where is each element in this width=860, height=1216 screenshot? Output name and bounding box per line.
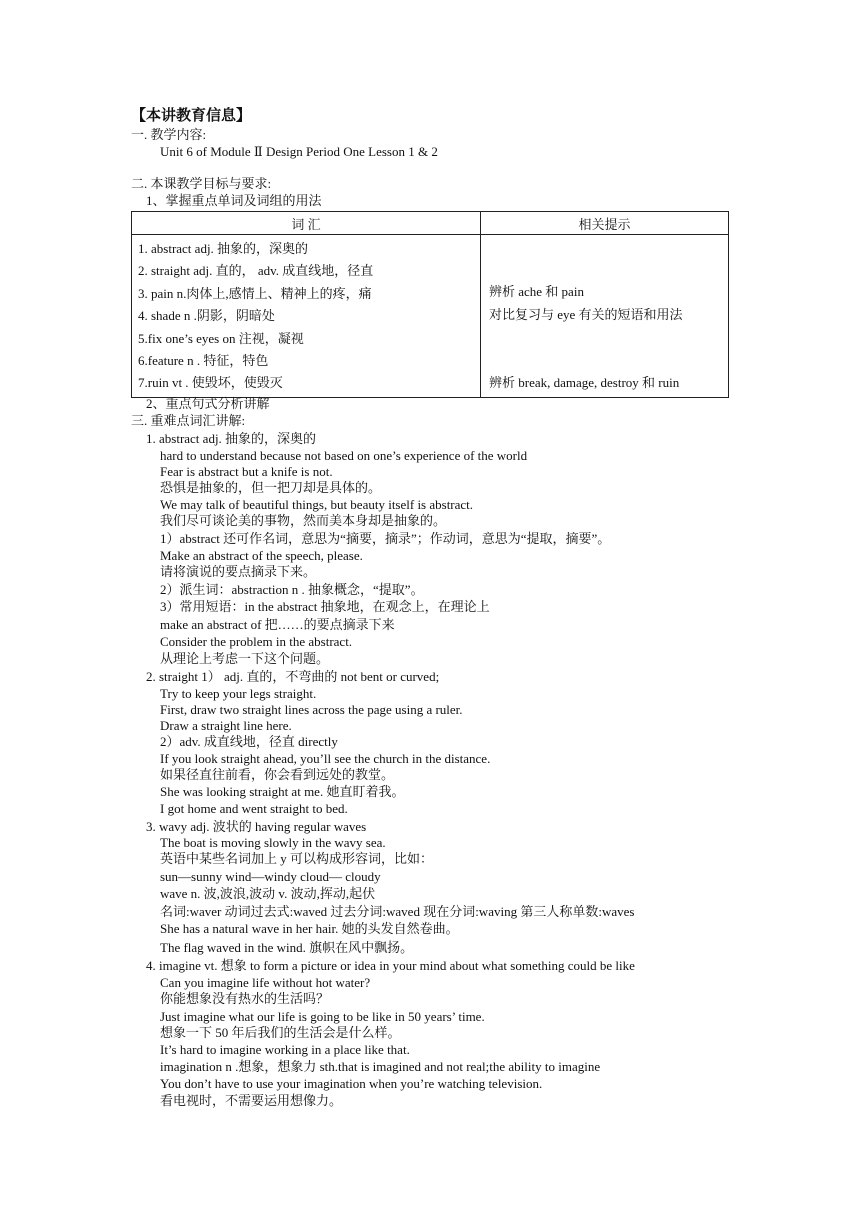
table-header-hints: 相关提示 [481,212,729,235]
content-line: 1. abstract adj. 抽象的，深奥的 [146,431,317,446]
content-line: 请将演说的要点摘录下来。 [160,564,317,579]
content-line: We may talk of beautiful things, but beauty itself is abstract. [160,497,474,512]
vocab-item: 7.ruin vt . 使毁坏，使毁灭 [138,375,283,391]
content-line: You don’t have to use your imagination when you’re watching television. [160,1076,543,1091]
vocab-item: 6.feature n . 特征，特色 [138,352,269,368]
content-line: She was looking straight at me. 她直盯着我。 [160,784,405,799]
content-line: 我们尽可谈论美的事物，然而美本身却是抽象的。 [160,513,447,528]
section2-item1: 1、掌握重点单词及词组的用法 [146,193,322,208]
content-line: The boat is moving slowly in the wavy sea. [160,835,386,850]
section3-heading: 三. 重难点词汇讲解: [131,413,246,428]
content-line: Make an abstract of the speech, please. [160,548,363,563]
table-header-row [132,212,729,235]
section1-heading: 一. 教学内容: [131,127,207,142]
vocab-item: 1. abstract adj. 抽象的，深奥的 [138,241,309,256]
content-line: 4. imagine vt. 想象 to form a picture or idea in your mind about what something could be like [146,958,635,973]
content-line: 3. wavy adj. 波状的 having regular waves [146,819,367,834]
content-line: 看电视时，不需要运用想像力。 [160,1093,343,1108]
content-line: make an abstract of 把……的要点摘录下来 [160,617,395,632]
section1-content: Unit 6 of Module Ⅱ Design Period One Lesson 1 & 2 [160,144,438,159]
content-line: Fear is abstract but a knife is not. [160,464,333,479]
vocab-item: 5.fix one’s eyes on 注视，凝视 [138,330,304,346]
content-line: 2）派生词：abstraction n . 抽象概念，“提取”。 [160,582,424,597]
content-line: 如果径直往前看，你会看到远处的教堂。 [160,767,395,782]
content-line: 想象一下 50 年后我们的生活会是什么样。 [160,1025,401,1040]
content-line: Consider the problem in the abstract. [160,634,353,649]
vocab-item: 4. shade n .阴影，阴暗处 [138,308,275,324]
content-line: Draw a straight line here. [160,718,292,733]
content-line: wave n. 波,波浪,波动 v. 波动,挥动,起伏 [160,886,376,901]
content-line: If you look straight ahead, you’ll see the church in the distance. [160,751,491,766]
page-title: 【本讲教育信息】 [131,108,252,124]
content-line: 恐惧是抽象的，但一把刀却是具体的。 [160,480,382,495]
content-line: 2）adv. 成直线地，径直 directly [160,734,338,749]
content-line: 从理论上考虑一下这个问题。 [160,651,330,666]
content-line: 你能想象没有热水的生活吗？ [160,991,330,1006]
content-line: First, draw two straight lines across the page using a ruler. [160,702,463,717]
table-header-vocab: 词 汇 [132,212,481,235]
hint-item: 辨析 break, damage, destroy 和 ruin [489,375,680,390]
content-line: 1）abstract 还可作名词，意思为“摘要，摘录”；作动词，意思为“提取，摘要”。 [160,531,611,546]
content-line: imagination n .想象，想象力 sth.that is imagined and not real;the ability to imagine [160,1059,601,1074]
content-line: Try to keep your legs straight. [160,686,317,701]
vocab-item: 3. pain n.肉体上,感情上、精神上的疼，痛 [138,285,372,301]
content-line: It’s hard to imagine working in a place like that. [160,1042,410,1057]
content-line: The flag waved in the wind. 旗帜在风中飘扬。 [160,940,414,955]
content-line: 名词:waver 动词过去式:waved 过去分词:waved 现在分词:waving 第三人称单数:waves [160,904,635,919]
content-line: hard to understand because not based on one’s experience of the world [160,448,528,463]
hints-cell [481,235,729,398]
content-line: sun—sunny wind—windy cloud— cloudy [160,869,381,884]
vocabulary-table [131,211,729,398]
content-line: I got home and went straight to bed. [160,801,348,816]
hint-item: 辨析 ache 和 pain [489,284,584,299]
content-line: 英语中某些名词加上 y 可以构成形容词，比如： [160,851,434,866]
hint-item: 对比复习与 eye 有关的短语和用法 [489,307,683,322]
content-line: Can you imagine life without hot water? [160,975,371,990]
content-line: 3）常用短语：in the abstract 抽象地，在观念上，在理论上 [160,599,490,614]
section2-item2: 2、重点句式分析讲解 [146,396,270,411]
content-line: She has a natural wave in her hair. 她的头发自然卷曲。 [160,921,459,936]
content-line: 2. straight 1） adj. 直的，不弯曲的 not bent or curved; [146,669,440,684]
content-line: Just imagine what our life is going to be like in 50 years’ time. [160,1009,485,1024]
vocab-cell [132,235,481,398]
vocab-item: 2. straight adj. 直的， adv. 成直线地，径直 [138,263,374,279]
section2-heading: 二. 本课教学目标与要求: [131,176,272,191]
table-row [132,235,729,398]
